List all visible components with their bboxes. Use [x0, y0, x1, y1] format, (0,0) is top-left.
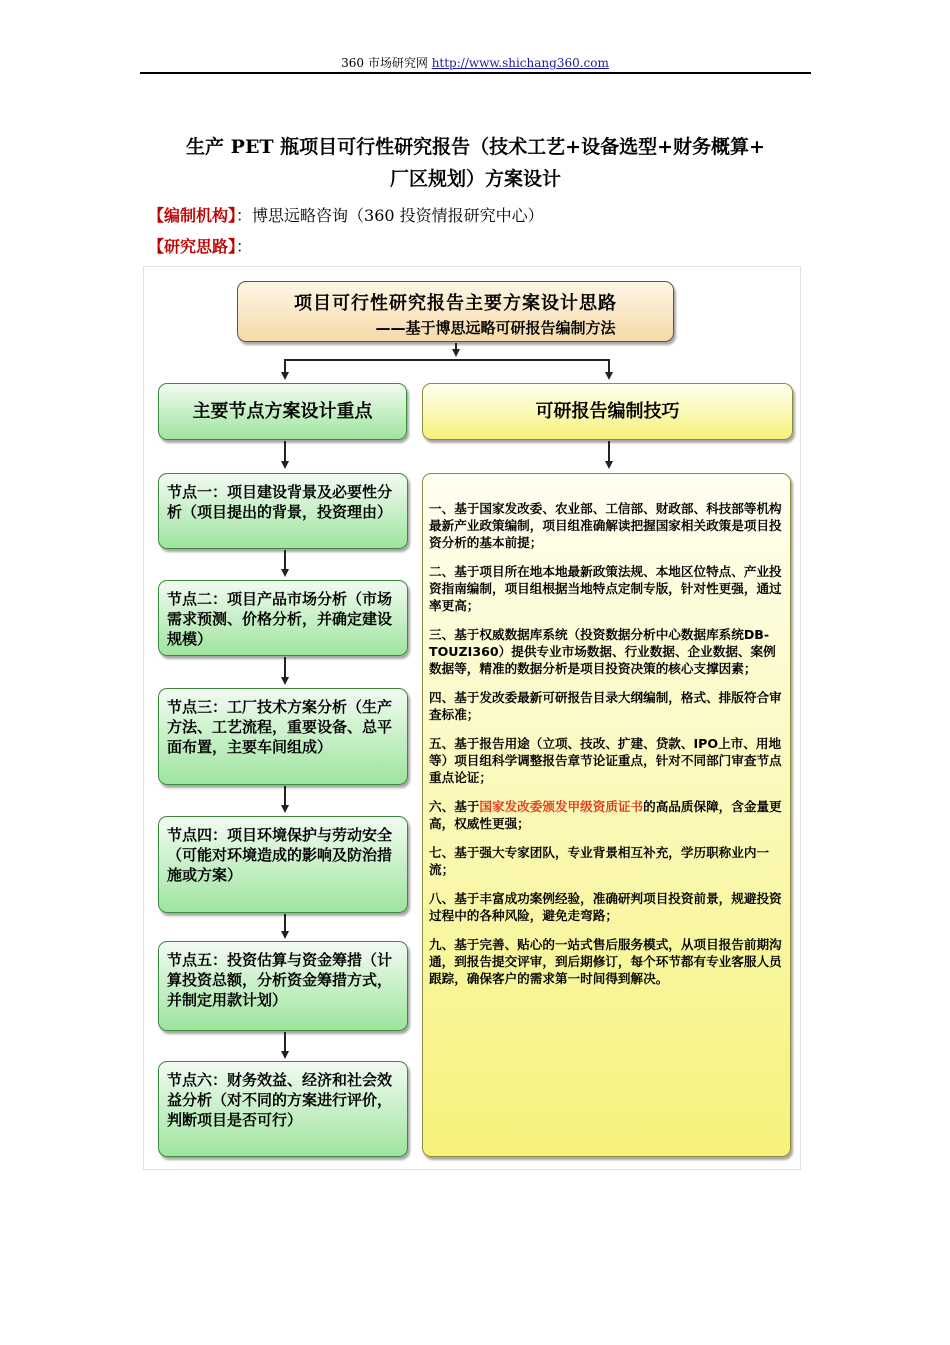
diagram-title-line-1: 项目可行性研究报告主要方案设计思路: [294, 293, 617, 314]
connector: [284, 550, 286, 570]
node-box-2: 节点二：项目产品市场分析（市场需求预测、价格分析，并确定建设规模）: [158, 580, 408, 656]
node-box-1: 节点一：项目建设背景及必要性分析（项目提出的背景，投资理由）: [158, 473, 408, 549]
document-title: [140, 131, 811, 195]
arrow-down-icon: [281, 931, 289, 939]
tip6-highlight: 国家发改委颁发甲级资质证书: [479, 799, 644, 814]
site-link[interactable]: http://www.shichang360.com: [431, 56, 609, 70]
connector: [284, 657, 286, 677]
connector: [284, 786, 286, 806]
arrow-down-icon: [452, 349, 460, 357]
connector: [284, 441, 286, 461]
arrow-down-icon: [281, 461, 289, 469]
node-box-6: 节点六：财务效益、经济和社会效益分析（对不同的方案进行评价，判断项目是否可行）: [158, 1061, 408, 1157]
arrow-down-icon: [605, 461, 613, 469]
arrow-down-icon: [281, 372, 289, 380]
org-row: [148, 203, 544, 226]
org-colon: ：: [236, 206, 253, 225]
node-box-5: 节点五：投资估算与资金筹措（计算投资总额，分析资金筹措方式，并制定用款计划）: [158, 941, 408, 1031]
site-name: 360 市场研究网: [341, 56, 428, 70]
node-box-4: 节点四：项目环境保护与劳动安全（可能对环境造成的影响及防治措施或方案）: [158, 816, 408, 913]
tip-item-8: 八、基于丰富成功案例经验，准确研判项目投资前景，规避投资过程中的各种风险，避免走弯路；: [429, 891, 782, 923]
flow-diagram: [143, 266, 801, 1170]
arrow-down-icon: [281, 805, 289, 813]
connector: [284, 1032, 286, 1052]
tip6-prefix: 六、基于: [429, 799, 480, 814]
org-value: 博思远略咨询（360 投资情报研究中心）: [252, 206, 544, 225]
idea-colon: ：: [236, 237, 253, 256]
diagram-title-box: [237, 281, 674, 342]
tip6-suffix: 的高品质保障，含金量更高，权威性更强；: [429, 799, 782, 831]
org-label: 【编制机构】: [148, 206, 237, 225]
arrow-down-icon: [605, 372, 613, 380]
idea-row: [148, 234, 252, 257]
connector: [284, 359, 610, 361]
arrow-down-icon: [281, 677, 289, 685]
tip-item-5: 五、基于报告用途（立项、技改、扩建、贷款、IPO上市、用地等）项目组科学调整报告章节论证重点，针对不同部门审查节点重点论证；: [429, 736, 782, 785]
connector: [284, 914, 286, 932]
header-rule: [140, 72, 811, 74]
idea-label: 【研究思路】: [148, 237, 237, 256]
tip-item-9: 九、基于完善、贴心的一站式售后服务模式，从项目报告前期沟通，到报告提交评审，到后期修订，每个环节都有专业客服人员跟踪，确保客户的需求第一时间得到解决。: [429, 937, 782, 986]
node-box-3: 节点三：工厂技术方案分析（生产方法、工艺流程，重要设备、总平面布置，主要车间组成）: [158, 688, 408, 785]
connector: [608, 441, 610, 461]
title-line-2: 厂区规划）方案设计: [389, 168, 561, 190]
arrow-down-icon: [281, 1051, 289, 1059]
right-header-box: 可研报告编制技巧: [422, 383, 793, 440]
title-line-1: 生产 PET 瓶项目可行性研究报告（技术工艺+设备选型+财务概算+: [186, 136, 765, 158]
tip-item-1: 一、基于国家发改委、农业部、工信部、财政部、科技部等机构最新产业政策编制，项目组准确解读把握国家相关政策是项目投资分析的基本前提；: [429, 501, 782, 550]
tip-item-2: 二、基于项目所在地本地最新政策法规、本地区位特点、产业投资指南编制，项目组根据当地特点定制专版，针对性更强，通过率更高；: [429, 564, 782, 613]
tips-box: [422, 473, 791, 1157]
arrow-down-icon: [281, 569, 289, 577]
page-header: [0, 54, 950, 71]
left-header-box: 主要节点方案设计重点: [158, 383, 407, 440]
diagram-title-line-2: ——基于博思远略可研报告编制方法: [375, 319, 616, 337]
tip-item-4: 四、基于发改委最新可研报告目录大纲编制，格式、排版符合审查标准；: [429, 690, 782, 722]
tip-item-3: 三、基于权威数据库系统（投资数据分析中心数据库系统DB-TOUZI360）提供专业市场数据、行业数据、企业数据、案例数据等，精准的数据分析是项目投资决策的核心支撑因素；: [429, 627, 776, 676]
tip-item-7: 七、基于强大专家团队，专业背景相互补充，学历职称业内一流；: [429, 845, 770, 877]
tip-item-6: [429, 798, 784, 832]
